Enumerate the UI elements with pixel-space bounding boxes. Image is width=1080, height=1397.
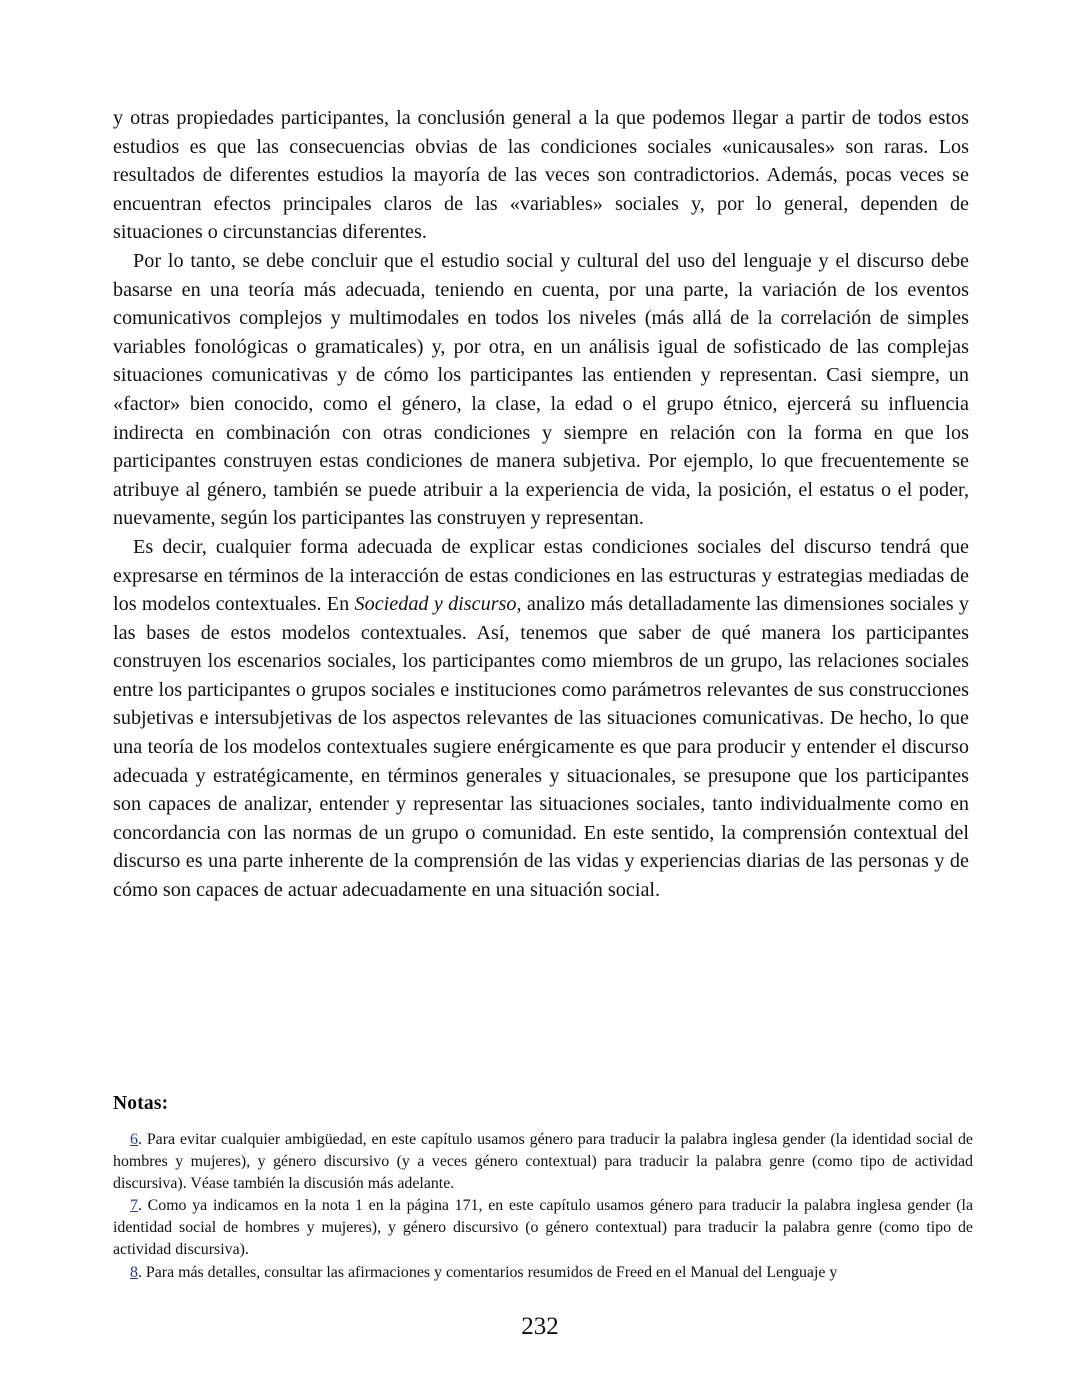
footnote-item xyxy=(113,1195,973,1261)
footnote-text: . Como ya indicamos en la nota 1 en la página 171, en este capítulo usamos género para traducir la palabra inglesa gender (la identidad social de hombres y mujeres), y género discursivo (o género contextual) para traducir la palabra genre (como tipo de actividad discursiva). xyxy=(113,1197,973,1259)
footnote-number-link[interactable]: 6 xyxy=(130,1131,138,1148)
notes-heading: Notas: xyxy=(113,1093,169,1114)
paragraph-2: Por lo tanto, se debe concluir que el estudio social y cultural del uso del lenguaje y el discurso debe basarse en una teoría más adecuada, teniendo en cuenta, por una parte, la variación de los eventos comunicativos complejos y multimodales en todos los niveles (más allá de la correlación de simples variables fonológicas o gramaticales) y, por otra, en un análisis igual de sofisticado de las complejas situaciones comunicativas y de cómo los participantes las entienden y representan. Casi siempre, un «factor» bien conocido, como el género, la clase, la edad o el grupo étnico, ejercerá su influencia indirecta en combinación con otras condiciones y siempre en relación con la forma en que los participantes construyen estas condiciones de manera subjetiva. Por ejemplo, lo que frecuentemente se atribuye al género, también se puede atribuir a la experiencia de vida, la posición, el estatus o el poder, nuevamente, según los participantes las construyen y representan. xyxy=(113,249,969,530)
page-number: 232 xyxy=(521,1313,559,1340)
paragraph-3-segment-3: , analizo más detalladamente las dimensiones sociales y las bases de estos modelos contextuales. Así, tenemos que saber de qué manera los participantes construyen los escenarios sociales, los participantes como miembros de un grupo, las relaciones sociales entre los participantes o grupos sociales e instituciones como parámetros relevantes de sus construcciones subjetivas e intersubjetivas de los aspectos relevantes de las situaciones comunicativas. De hecho, lo que una teoría de los modelos contextuales sugiere enérgicamente es que para producir y entender el discurso adecuada y estratégicamente, en términos generales y situacionales, se presupone que los participantes son capaces de analizar, entender y representar las situaciones sociales, tanto individualmente como en concordancia con las normas de un grupo o comunidad. En este sentido, la comprensión contextual del discurso es una parte inherente de la comprensión de las vidas y experiencias diarias de las personas y de cómo son capaces de actuar adecuadamente en una situación social. xyxy=(113,593,969,902)
paragraph-1: y otras propiedades participantes, la conclusión general a la que podemos llegar a partir de todos estos estudios es que las consecuencias obvias de las condiciones sociales «unicausales» son raras. Los resultados de diferentes estudios la mayoría de las veces son contradictorios. Además, pocas veces se encuentran efectos principales claros de las «variables» sociales y, por lo general, dependen de situaciones o circunstancias diferentes. xyxy=(113,107,969,244)
footnote-text: . Para evitar cualquier ambigüedad, en este capítulo usamos género para traducir la palabra inglesa gender (la identidad social de hombres y mujeres), y género discursivo (y a veces género contextual) para traducir la palabra genre (como tipo de actividad discursiva). Véase también la discusión más adelante. xyxy=(113,1131,973,1193)
footnote-item xyxy=(113,1129,973,1195)
footnote-number-link[interactable]: 8 xyxy=(130,1263,138,1281)
notes-block xyxy=(113,1129,973,1284)
paragraph-3-segment-1: Es decir, cualquier forma adecuada de explicar estas condiciones sociales del discurso tendrá que expresarse en términos de la interacción de estas condiciones en las estructuras y estrategias mediadas de los modelos contextuales. En xyxy=(113,535,969,616)
footnote-text: . Para más detalles, consultar las afirmaciones y comentarios resumidos de Freed en el Manual del Lenguaje y xyxy=(137,1263,838,1281)
footnote-item xyxy=(113,1262,973,1284)
footnote-number-link[interactable]: 7 xyxy=(130,1197,138,1215)
paragraph-3 xyxy=(113,533,969,905)
body-text-block xyxy=(113,104,969,905)
book-title-sociedad-y-discurso: Sociedad y discurso xyxy=(354,593,517,616)
